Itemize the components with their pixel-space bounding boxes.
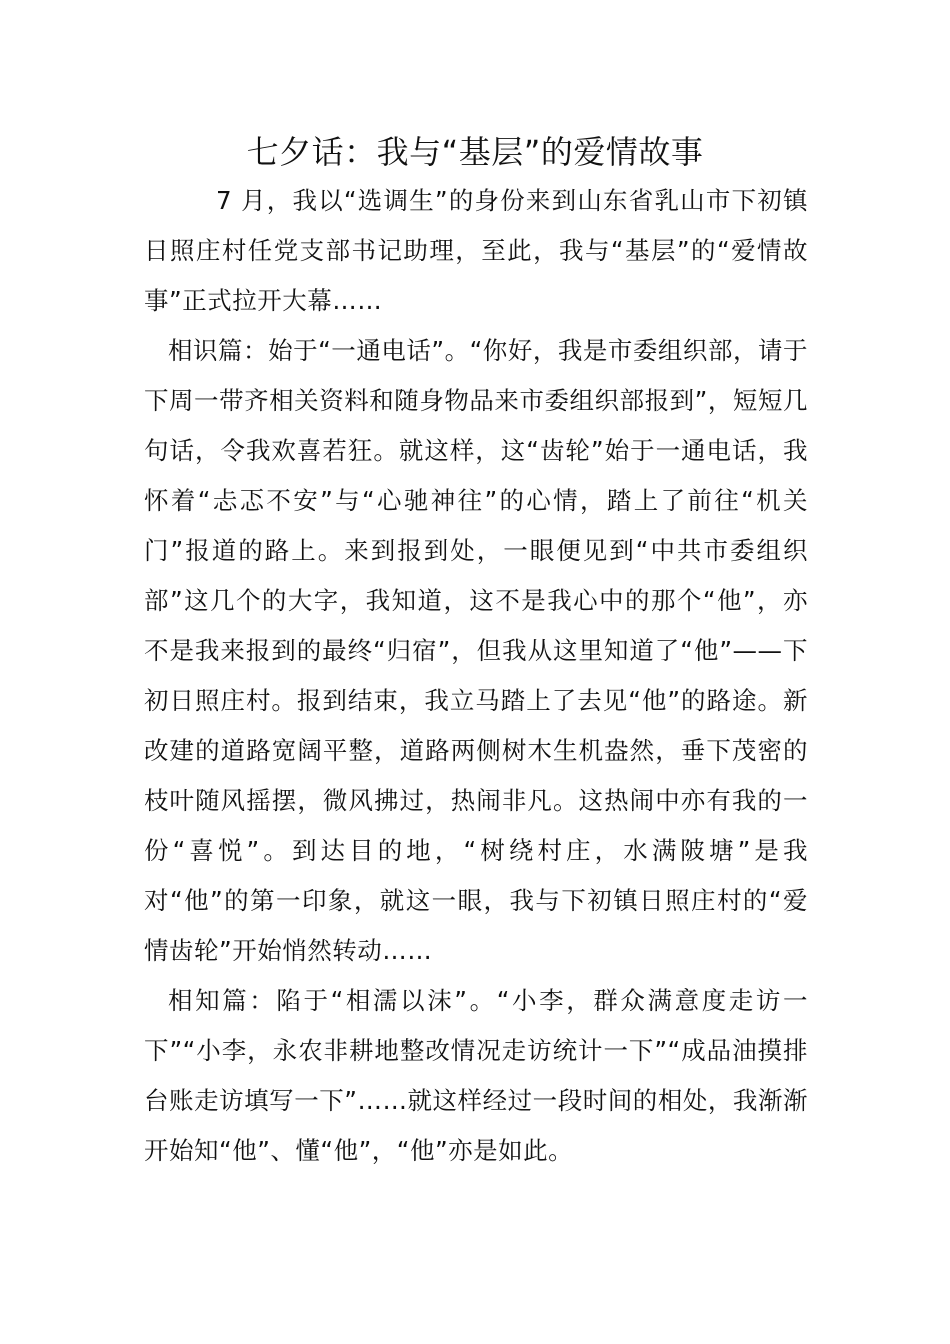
paragraph-understanding: 相知篇：陷于“相濡以沫”。“小李，群众满意度走访一下”“小李，永农非耕地整改情况走访统计一下”“成品油摸排台账走访填写一下”……就这样经过一段时间的相处，我渐渐开始知“他”、懂“他”，“他”亦是如此。: [144, 986, 808, 1165]
paragraph-acquaintance: 相识篇：始于“一通电话”。“你好，我是市委组织部，请于下周一带齐相关资料和随身物品来市委组织部报到”，短短几句话，令我欢喜若狂。就这样，这“齿轮”始于一通电话，我怀着“忐忑不安”与“心驰神往”的心情，踏上了前往“机关门”报道的路上。来到报到处，一眼便见到“中共市委组织部”这几个的大字，我知道，这不是我心中的那个“他”，亦不是我来报到的最终“归宿”，但我从这里知道了“他”——下初日照庄村。报到结束，我立马踏上了去见“他”的路途。新改建的道路宽阔平整，道路两侧树木生机盎然，垂下茂密的枝叶随风摇摆，微风拂过，热闹非凡。这热闹中亦有我的一份“喜悦”。到达目的地，“树绕村庄，水满陂塘”是我对“他”的第一印象，就这一眼，我与下初镇日照庄村的“爱情齿轮”开始悄然转动……: [144, 336, 808, 965]
paragraph-intro: 7 月，我以“选调生”的身份来到山东省乳山市下初镇日照庄村任党支部书记助理，至此，我与“基层”的“爱情故事”正式拉开大幕……: [144, 186, 808, 315]
document-title: 七夕话：我与“基层”的爱情故事: [246, 133, 704, 171]
document-body: [144, 176, 808, 1176]
